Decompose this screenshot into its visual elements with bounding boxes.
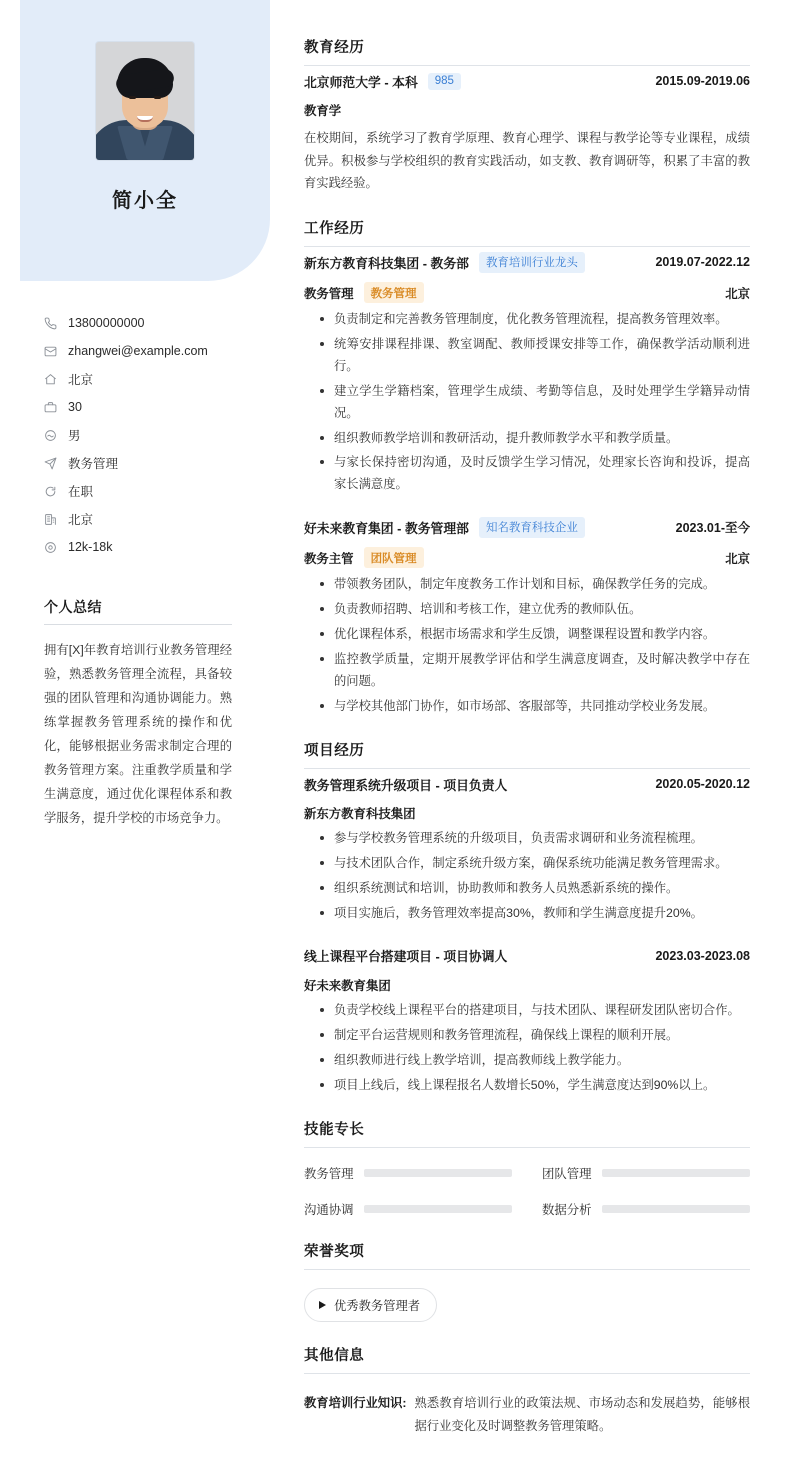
skills-grid xyxy=(304,1164,750,1218)
work-role-tag: 团队管理 xyxy=(364,547,424,568)
honors-list xyxy=(304,1288,750,1322)
contact-item-age xyxy=(44,393,254,421)
status-icon xyxy=(44,485,64,498)
project-bullet: 组织教师进行线上教学培训，提高教师线上教学能力。 xyxy=(320,1050,750,1072)
work-section xyxy=(304,217,750,717)
other-info-key: 教育培训行业知识: xyxy=(304,1396,407,1411)
skill-item xyxy=(542,1164,750,1182)
education-title: 教育经历 xyxy=(304,36,750,66)
work-title: 工作经历 xyxy=(304,217,750,247)
sidebar xyxy=(0,0,290,851)
work-company: 新东方教育科技集团 - 教务部 xyxy=(304,255,469,271)
contact-item-position xyxy=(44,449,254,477)
skills-section xyxy=(304,1118,750,1218)
project-name: 教务管理系统升级项目 - 项目负责人 xyxy=(304,777,508,793)
other-info-title: 其他信息 xyxy=(304,1344,750,1374)
project-bullet: 与技术团队合作，制定系统升级方案，确保系统功能满足教务管理需求。 xyxy=(320,853,750,875)
work-bullets xyxy=(304,574,750,717)
personal-summary-title: 个人总结 xyxy=(44,597,232,625)
work-bullets xyxy=(304,309,750,496)
education-date: 2015.09-2019.06 xyxy=(655,74,750,88)
skill-bar xyxy=(602,1205,750,1213)
project-entry xyxy=(304,941,750,1097)
contact-item-gender xyxy=(44,421,254,449)
education-section xyxy=(304,36,750,195)
work-role-tag: 教务管理 xyxy=(364,282,424,303)
honors-section xyxy=(304,1240,750,1322)
work-role: 教务管理 xyxy=(304,286,354,301)
personal-summary-section xyxy=(44,597,232,831)
project-name: 线上课程平台搭建项目 - 项目协调人 xyxy=(304,949,508,965)
skill-label: 数据分析 xyxy=(542,1203,592,1218)
work-company-tag: 教育培训行业龙头 xyxy=(479,252,585,273)
contact-item-salary xyxy=(44,533,254,561)
work-role: 教务主管 xyxy=(304,551,354,566)
contact-item-phone xyxy=(44,309,254,337)
honor-label: 优秀教务管理者 xyxy=(334,1299,421,1314)
skill-label: 团队管理 xyxy=(542,1167,592,1182)
avatar xyxy=(96,42,194,160)
contact-value: 30 xyxy=(68,400,82,414)
skill-item xyxy=(304,1200,512,1218)
building-icon xyxy=(44,513,64,526)
project-company: 新东方教育科技集团 xyxy=(304,807,416,822)
contact-value: 教务管理 xyxy=(68,457,119,471)
education-tag: 985 xyxy=(428,73,461,90)
project-bullets xyxy=(304,1000,750,1097)
education-description: 在校期间，系统学习了教育学原理、教育心理学、课程与教学论等专业课程，成绩优异。积极参与学校组织的教育实践活动，如支教、教育调研等，积累了丰富的教育实践经验。 xyxy=(304,131,750,191)
contact-value: zhangwei@example.com xyxy=(68,344,208,358)
play-triangle-icon xyxy=(319,1301,326,1309)
project-entry xyxy=(304,769,750,925)
work-location: 北京 xyxy=(725,551,750,566)
work-date: 2023.01-至今 xyxy=(675,521,750,536)
skill-item xyxy=(542,1200,750,1218)
other-info-value: 熟悉教育培训行业的政策法规、市场动态和发展趋势，能够根据行业变化及时调整教务管理策略。 xyxy=(414,1396,750,1433)
work-bullet: 负责教师招聘、培训和考核工作，建立优秀的教师队伍。 xyxy=(320,599,750,621)
work-entry xyxy=(304,512,750,717)
project-bullet: 负责学校线上课程平台的搭建项目，与技术团队、课程研发团队密切合作。 xyxy=(320,1000,750,1022)
contact-value: 北京 xyxy=(68,513,94,527)
contact-value: 12k-18k xyxy=(68,540,113,554)
project-company: 好未来教育集团 xyxy=(304,978,391,993)
person-name: 简小全 xyxy=(112,190,178,212)
projects-section xyxy=(304,739,750,1096)
education-entry xyxy=(304,66,750,195)
contact-item-email xyxy=(44,337,254,365)
coin-icon xyxy=(44,541,64,554)
work-bullet: 带领教务团队，制定年度教务工作计划和目标，确保教学任务的完成。 xyxy=(320,574,750,596)
skill-bar xyxy=(364,1205,512,1213)
work-entry xyxy=(304,247,750,496)
work-bullet: 监控教学质量，定期开展教学评估和学生满意度调查，及时解决教学中存在的问题。 xyxy=(320,649,750,693)
projects-title: 项目经历 xyxy=(304,739,750,769)
contact-item-workplace xyxy=(44,505,254,533)
education-major: 教育学 xyxy=(304,104,342,118)
honors-title: 荣誉奖项 xyxy=(304,1240,750,1270)
project-date: 2023.03-2023.08 xyxy=(655,948,750,963)
contact-value: 男 xyxy=(68,429,81,443)
contact-item-status xyxy=(44,477,254,505)
phone-icon xyxy=(44,317,64,330)
work-bullet: 统筹安排课程排课、教室调配、教师授课安排等工作，确保教学活动顺利进行。 xyxy=(320,334,750,378)
work-company-tag: 知名教育科技企业 xyxy=(479,517,585,538)
paper-plane-icon xyxy=(44,457,64,470)
project-bullet: 参与学校教务管理系统的升级项目，负责需求调研和业务流程梳理。 xyxy=(320,828,750,850)
work-location: 北京 xyxy=(725,286,750,301)
briefcase-icon xyxy=(44,401,64,414)
envelope-icon xyxy=(44,345,64,358)
main-content xyxy=(290,0,794,1471)
work-bullet: 优化课程体系，根据市场需求和学生反馈，调整课程设置和教学内容。 xyxy=(320,624,750,646)
education-school: 北京师范大学 - 本科 xyxy=(304,74,418,90)
gender-icon xyxy=(44,429,64,442)
work-bullet: 与家长保持密切沟通，及时反馈学生学习情况，处理家长咨询和投诉，提高家长满意度。 xyxy=(320,452,750,496)
work-company: 好未来教育集团 - 教务管理部 xyxy=(304,520,469,536)
contact-list xyxy=(44,309,254,561)
honor-chip[interactable] xyxy=(304,1288,437,1322)
other-info-section xyxy=(304,1344,750,1436)
project-bullet: 项目上线后，线上课程报名人数增长50%，学生满意度达到90%以上。 xyxy=(320,1075,750,1097)
personal-summary-text: 拥有[X]年教育培训行业教务管理经验，熟悉教务管理全流程，具备较强的团队管理和沟通协调能力。熟练掌握教务管理系统的操作和优化，能够根据业务需求制定合理的教务管理方案。注重教学质量和学生满意度，通过优化课程体系和教学服务，提升学校的市场竞争力。 xyxy=(44,643,232,825)
project-bullet: 组织系统测试和培训，协助教师和教务人员熟悉新系统的操作。 xyxy=(320,878,750,900)
other-info-row xyxy=(304,1392,750,1436)
skill-item xyxy=(304,1164,512,1182)
home-icon xyxy=(44,373,64,386)
project-bullet: 项目实施后，教务管理效率提高30%，教师和学生满意度提升20%。 xyxy=(320,903,750,925)
skill-bar xyxy=(602,1169,750,1177)
skill-label: 教务管理 xyxy=(304,1167,354,1182)
project-bullets xyxy=(304,828,750,925)
contact-item-hometown xyxy=(44,365,254,393)
work-date: 2019.07-2022.12 xyxy=(655,255,750,270)
work-bullet: 与学校其他部门协作，如市场部、客服部等，共同推动学校业务发展。 xyxy=(320,696,750,718)
skill-bar xyxy=(364,1169,512,1177)
skills-title: 技能专长 xyxy=(304,1118,750,1148)
contact-value: 在职 xyxy=(68,485,94,499)
contact-value: 13800000000 xyxy=(68,316,145,330)
contact-value: 北京 xyxy=(68,373,94,387)
skill-label: 沟通协调 xyxy=(304,1203,354,1218)
project-bullet: 制定平台运营规则和教务管理流程，确保线上课程的顺利开展。 xyxy=(320,1025,750,1047)
work-bullet: 负责制定和完善教务管理制度，优化教务管理流程，提高教务管理效率。 xyxy=(320,309,750,331)
work-bullet: 组织教师教学培训和教研活动，提升教师教学水平和教学质量。 xyxy=(320,428,750,450)
project-date: 2020.05-2020.12 xyxy=(655,777,750,792)
work-bullet: 建立学生学籍档案，管理学生成绩、考勤等信息，及时处理学生学籍异动情况。 xyxy=(320,381,750,425)
